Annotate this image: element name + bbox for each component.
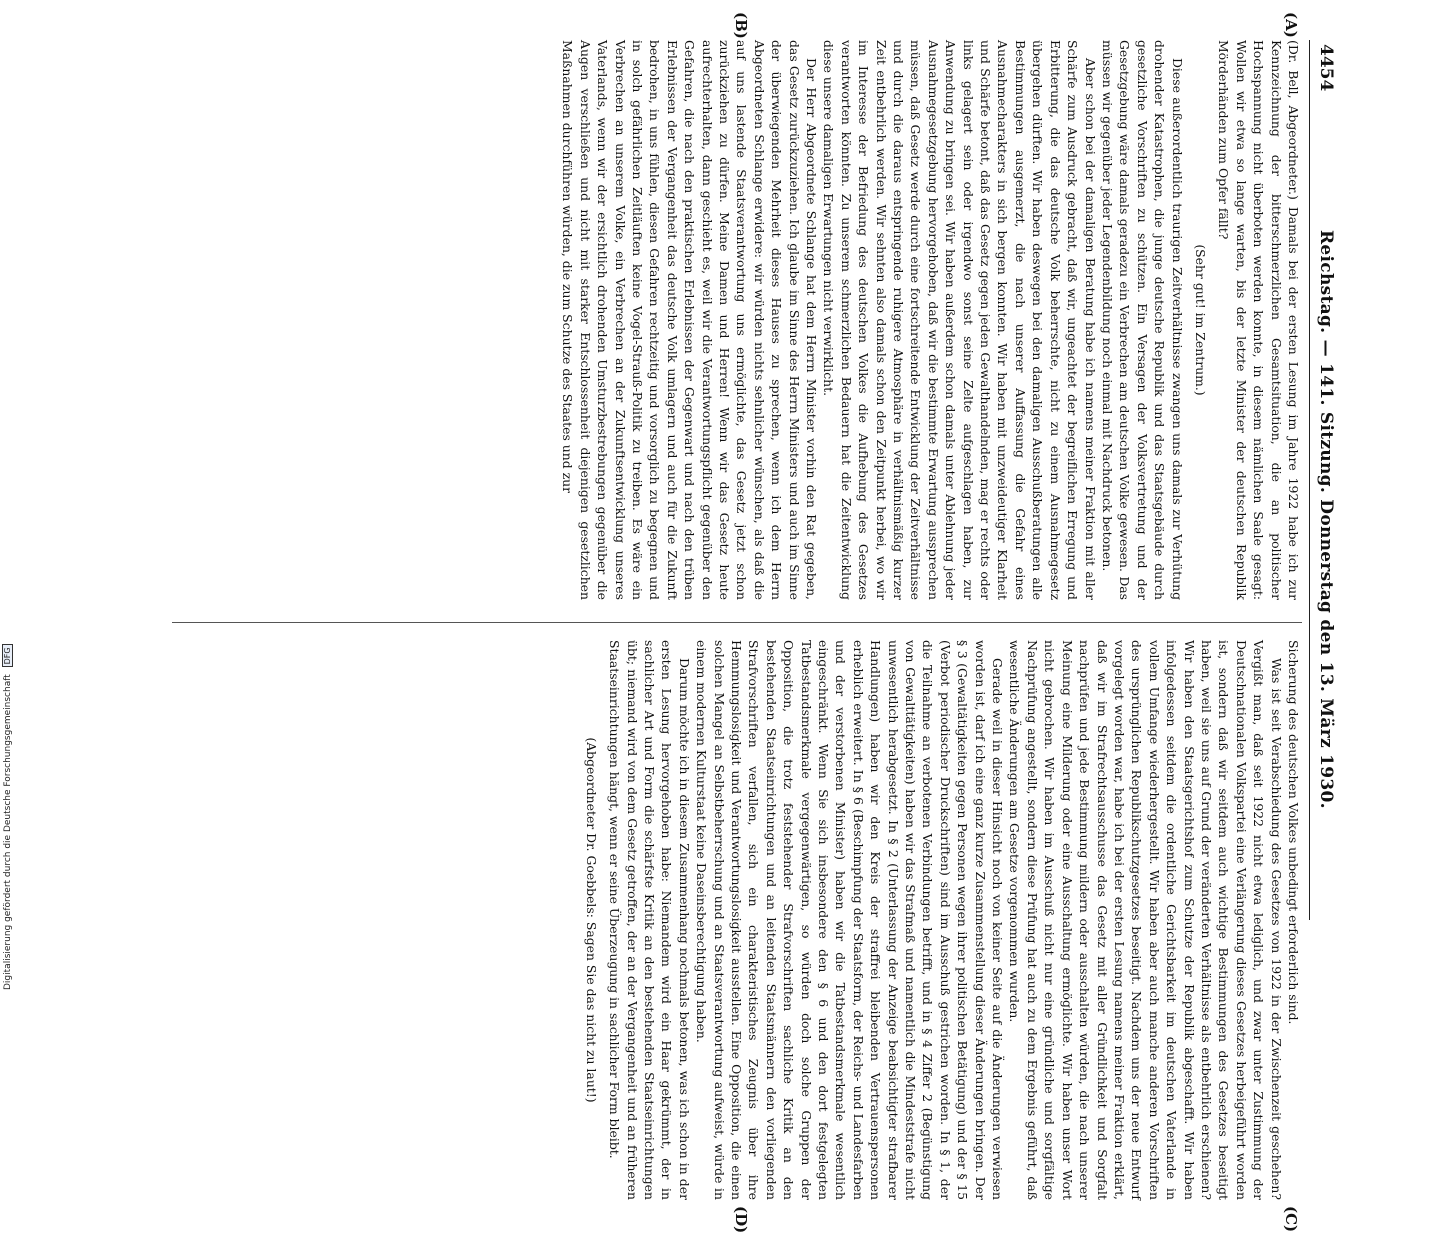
margin-marker-a: (A) <box>1282 12 1300 38</box>
page-header <box>1309 40 1340 920</box>
speech-paragraph: (Dr. Bell, Abgeordneter.) Damals bei der ersten Lesung im Jahre 1922 habe ich zur Kennzeichnung der bitterschmerzlichen Gesamtsituation, die an politischer Hochspannung nicht überboten werden konnte, in diesem nämlichen Saale gesagt: Wollen wir etwa so lange warten, bis der letzte Minister der deutschen Republik Mörderhänden zum Opfer fällt? <box>1216 40 1301 600</box>
speech-paragraph: Was ist seit Verabschiedung des Gesetzes von 1922 in der Zwischenzeit geschehen? Vergißt man, daß seit 1922 nicht etwa lediglich, und zwar unter Zustimmung der Deutschnationalen Volkspartei eine Verlängerung dieses Gesetzes herbeigeführt worden ist, sondern daß wir seitdem auch wichtige Bestimmungen des Gesetzes beseitigt haben, weil sie uns auf Grund der veränderten Verhältnisse als entbehrlich erschienen? Wir haben den Staatsgerichtshof zum Schutze der Republik abgeschafft. Wir haben infolgedessen seitdem die ordentliche Gerichtsbarkeit im deutschen Vaterlande in vollem Umfange wiederhergestellt. Wir haben aber auch manche anderen Vorschriften des ursprünglichen Republikschutzgesetzes beseitigt. Nachdem uns der neue Entwurf vorgelegt worden war, habe ich bei der ersten Lesung namens meiner Fraktion erklärt, daß wir im Strafrechtsausschusse das Gesetz mit aller Gründlichkeit und Sorgfalt nachprüfen und jede Bestimmung mildern oder ausschalten würden, die nach unserer Meinung eine Milderung oder eine Ausschaltung ermöglichte. Wir haben unser Wort nicht gebrochen. Wir haben im Ausschuß nicht nur eine gründliche und sorgfältige Nachprüfung angestellt, sondern diese Prüfung hat auch zu dem Ergebnis geführt, daß wesentliche Änderungen am Gesetze vorgenommen wurden. <box>1007 640 1284 1200</box>
margin-marker-d: (D) <box>732 1206 750 1233</box>
left-column <box>559 40 1302 600</box>
digitization-credit <box>2 647 16 990</box>
interjection: (Abgeordneter Dr. Goebbels: Sagen Sie das nicht zu laut!) <box>583 737 599 1103</box>
dfg-logo: DFG <box>2 644 13 667</box>
speech-paragraph: Sicherung des deutschen Volkes unbedingt erforderlich sind. <box>1286 640 1301 1025</box>
interjection: (Sehr gut! im Zentrum.) <box>1192 244 1208 396</box>
rotated-page-content <box>140 12 1340 1233</box>
speech-paragraph: Diese außerordentlich traurigen Zeitverhältnisse zwangen uns damals zur Verhütung drohender Katastrophen, die junge deutsche Republik und das Staatsgebäude durch gesetzliche Vorschriften zu schützen. Ein Versagen der Volksvertretung und der Gesetzgebung wäre damals geradezu ein Verbrechen am deutschen Volke gewesen. Das müssen wir gegenüber jeder Legendenbildung noch einmal mit Nachdruck betonen. <box>1099 40 1185 600</box>
column-divider <box>172 622 1302 623</box>
right-column <box>576 640 1302 1200</box>
speech-paragraph: Aber schon bei der damaligen Beratung habe ich namens meiner Fraktion mit aller Schärfe zum Ausdruck gebracht, daß wir, ungeachtet der begreiflichen Erregung und Erbitterung, die das deutsche Volk beherrschte, nicht zu einem Ausnahmegesetz übergehen dürften. Wir haben deswegen bei den damaligen Ausschußberatungen alle Bestimmungen ausgemerzt, die nach unserer Auffassung die Gefahr eines Ausnahmecharakters in sich bergen konnten. Wir haben mit unzweideutiger Klarheit und Schärfe betont, daß das Gesetz gegen jeden Gewalthandelnden, mag er rechts oder links gelagert sein oder irgendwo sonst seine Zelte aufgeschlagen haben, zur Anwendung zu bringen sei. Wir haben außerdem schon damals unter Ablehnung jeder Ausnahmegesetzgebung hervorgehoben, daß wir die bestimmte Erwartung aussprechen müssen, daß Gesetz werde durch eine fortschreitende Entwicklung der Zeitverhältnisse und durch die daraus entspringende ruhigere Atmosphäre in verhältnismäßig kurzer Zeit entbehrlich werden. Wir sehnten also damals schon den Zeitpunkt herbei, wo wir im Interesse der Befriedung des deutschen Volkes die Aufhebung des Gesetzes verantworten könnten. Zu unserem schmerzlichen Bedauern hat die Zeitentwicklung diese unsere damaligen Erwartungen nicht verwirklicht. <box>821 40 1098 600</box>
margin-marker-b: (B) <box>732 12 750 39</box>
running-head: Reichstag. — 141. Sitzung. Donnerstag den 13. März 1930. <box>1316 230 1336 809</box>
speech-paragraph: Gerade weil in dieser Hinsicht noch von keiner Seite auf die Änderungen verwiesen worden ist, darf ich eine ganz kurze Zusammenstellung dieser Änderungen bringen. Der § 3 (Gewaltätigkeiten gegen Personen wegen ihrer politischen Betätigung) und der § 15 (Verbot periodischer Druckschriften) sind im Ausschuß gestrichen worden. In § 1, der die Teilnahme an verbotenen Verbindungen betrifft, und in § 4 Ziffer 2 (Begünstigung von Gewalttätigkeiten) haben wir das Strafmaß und namentlich die Mindeststrafe nicht unwesentlich herabgesetzt. In § 2 (Unterlassung der Anzeige beabsichtigter strafbarer Handlungen) haben wir den Kreis der straffrei bleibenden Vertrauenspersonen erheblich erweitert. In § 6 (Beschimpfung der Staatsform, der Reichs- und Landesfarben und der verstorbenen Minister) haben wir die Tatbestandsmerkmale wesentlich eingeschränkt. Wenn Sie sich insbesondere den § 6 und den dort festgelegten Tatbestandsmerkmale vergegenwärtigen, so würden doch solche Gruppen der Opposition, die trotz feststehender Strafvorschriften sachliche Kritik an den bestehenden Staatseinrichtungen und an leitenden Staatsmännern den vorliegenden Strafvorschriften verfallen, sich ein charakteristisches Zeugnis über ihre Hemmungslosigkeit und Verantwortungslosigkeit ausstellen. Eine Opposition, die einen solchen Mangel an Selbstbeherrschung und an Staatsverantwortung aufweist, würde in einem modernen Kulturstaat keine Daseinsberechtigung haben. <box>694 640 1006 1200</box>
margin-marker-c: (C) <box>1282 1206 1300 1233</box>
page-number: 4454 <box>1316 44 1336 92</box>
speech-paragraph: Darum möchte ich in diesem Zusammenhang nochmals betonen, was ich schon in der ersten Lesung hervorgehoben habe: Niemandem wird ein Haar gekrümmt, der in sachlicher Art und Form die schärfste Kritik an den bestehenden Staatseinrichtungen übt; niemand wird von dem Gesetz getroffen, der an der Vergangenheit und an früheren Staatseinrichtungen hängt, wenn er seine Überzeugung in sachlicher Form bleibt. <box>607 640 692 1200</box>
credit-text: Digitalisierung gefördert durch die Deutsche Forschungsgemeinschaft <box>3 674 13 990</box>
speech-paragraph: Der Herr Abgeordnete Schlange hat dem Herrn Minister vorhin den Rat gegeben, das Gesetz zurückzuziehen. Ich glaube im Sinne des Herrn Ministers und auch im Sinne der überwiegenden Mehrheit dieses Hauses zu sprechen, wenn ich dem Herrn Abgeordneten Schlange erwidere: wir würden nichts sehnlicher wünschen, als daß die auf uns lastende Staatsverantwortung uns ermöglichte, das Gesetz jetzt schon zurückziehen zu dürfen. Meine Damen und Herren! Wenn wir das Gesetz heute aufrechterhalten, dann geschieht es, weil wir die Verantwortungspflicht gegenüber den Gefahren, die nach den praktischen Erlebnissen der Gegenwart und nach den trüben Erlebnissen der Vergangenheit das deutsche Volk umlagern und auch für die Zukunft bedrohen, in uns fühlen, diesen Gefahren rechtzeitig und vorsorglich zu begegnen und in solch gefährlichen Zeitläuften keine Vogel-Strauß-Politik zu treiben. Es wäre ein Verbrechen an unserem Volke, ein Verbrechen an der Zukunftsentwicklung unseres Vaterlands, wenn wir der ersichtlich drohenden Umsturzbestrebungen gegenüber die Augen verschließen und nicht mit starker Entschlossenheit diejenigen gesetzlichen Maßnahmen durchführen würden, die zum Schutze des Staates und zur <box>560 40 820 600</box>
